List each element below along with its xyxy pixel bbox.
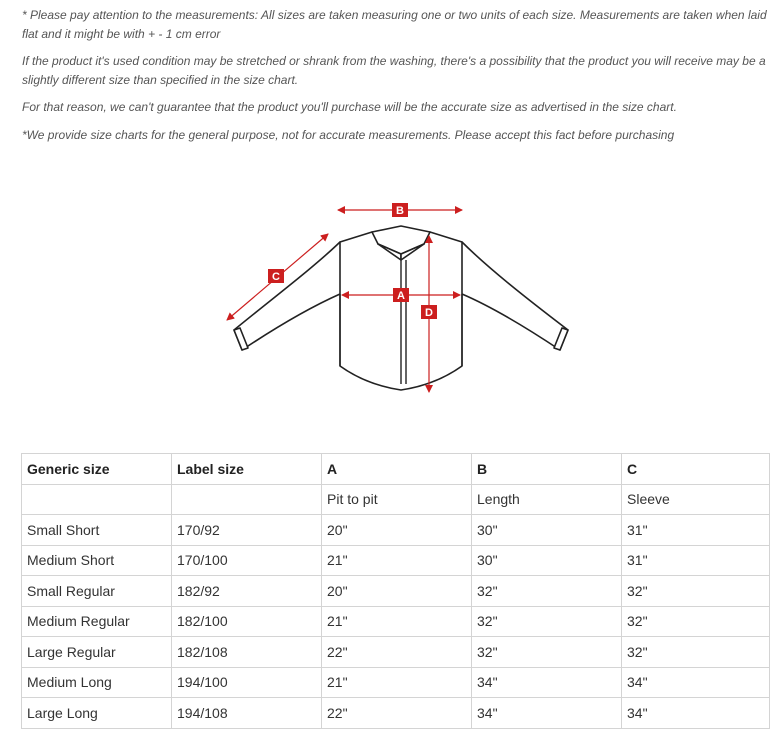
header-a: A [322,454,472,485]
note-general-purpose: *We provide size charts for the general purpose, not for accurate measurements. Please accept this fact before purchasing [22,127,675,142]
subheader-sleeve: Sleeve [622,484,770,515]
cell-length: 32" [472,576,622,607]
label-d: D [425,307,433,319]
cell-pit-to-pit: 22" [322,637,472,668]
table-row [22,667,770,698]
label-b: B [396,205,404,217]
cell-label-size: 194/100 [172,667,322,698]
header-generic-size: Generic size [22,454,172,485]
subheader-length: Length [472,484,622,515]
cell-label-size: 182/92 [172,576,322,607]
cell-sleeve: 31" [622,515,770,546]
table-header-row [22,454,770,485]
cell-generic-size: Medium Regular [22,606,172,637]
note-used-condition: If the product it's used condition may be stretched or shrank from the washing, there's a possibility that the product you will receive may be a slightly different size than specified in the size chart. [22,54,766,87]
cell-length: 30" [472,515,622,546]
shirt-measurement-diagram [218,198,574,398]
label-a: A [397,290,405,302]
subheader-cell [172,484,322,515]
note-measurement-error: * Please pay attention to the measurements: All sizes are taken measuring one or two units of each size. Measurements are taken when laid flat and it might be with + - 1 cm error [22,8,767,41]
cell-length: 34" [472,698,622,729]
cell-pit-to-pit: 20" [322,515,472,546]
cell-sleeve: 32" [622,606,770,637]
cell-length: 32" [472,637,622,668]
cell-pit-to-pit: 21" [322,606,472,637]
subheader-cell [22,484,172,515]
cell-generic-size: Small Regular [22,576,172,607]
label-c: C [272,271,280,283]
measurement-notes [22,6,774,144]
header-label-size: Label size [172,454,322,485]
label-a-badge [393,288,409,302]
label-b-badge [392,203,408,217]
cell-length: 32" [472,606,622,637]
cell-length: 30" [472,545,622,576]
table-row [22,545,770,576]
cell-length: 34" [472,667,622,698]
table-row [22,698,770,729]
table-row [22,515,770,546]
cell-generic-size: Medium Long [22,667,172,698]
cell-sleeve: 32" [622,576,770,607]
table-body [22,484,770,728]
cell-label-size: 170/92 [172,515,322,546]
table-row [22,637,770,668]
cell-sleeve: 31" [622,545,770,576]
cell-pit-to-pit: 22" [322,698,472,729]
label-d-badge [421,305,437,319]
header-c: C [622,454,770,485]
label-c-badge [268,269,284,283]
cell-generic-size: Large Long [22,698,172,729]
cell-label-size: 182/100 [172,606,322,637]
cell-generic-size: Small Short [22,515,172,546]
subheader-pit-to-pit: Pit to pit [322,484,472,515]
table-row [22,576,770,607]
cell-label-size: 182/108 [172,637,322,668]
cell-pit-to-pit: 21" [322,545,472,576]
cell-pit-to-pit: 21" [322,667,472,698]
table-row [22,606,770,637]
table-subheader-row [22,484,770,515]
cell-label-size: 194/108 [172,698,322,729]
cell-label-size: 170/100 [172,545,322,576]
cell-pit-to-pit: 20" [322,576,472,607]
cell-generic-size: Large Regular [22,637,172,668]
cell-generic-size: Medium Short [22,545,172,576]
size-chart-table [21,453,770,729]
header-b: B [472,454,622,485]
cell-sleeve: 34" [622,698,770,729]
cell-sleeve: 34" [622,667,770,698]
note-no-guarantee: For that reason, we can't guarantee that the product you'll purchase will be the accurate size as advertised in the size chart. [22,100,677,114]
cell-sleeve: 32" [622,637,770,668]
